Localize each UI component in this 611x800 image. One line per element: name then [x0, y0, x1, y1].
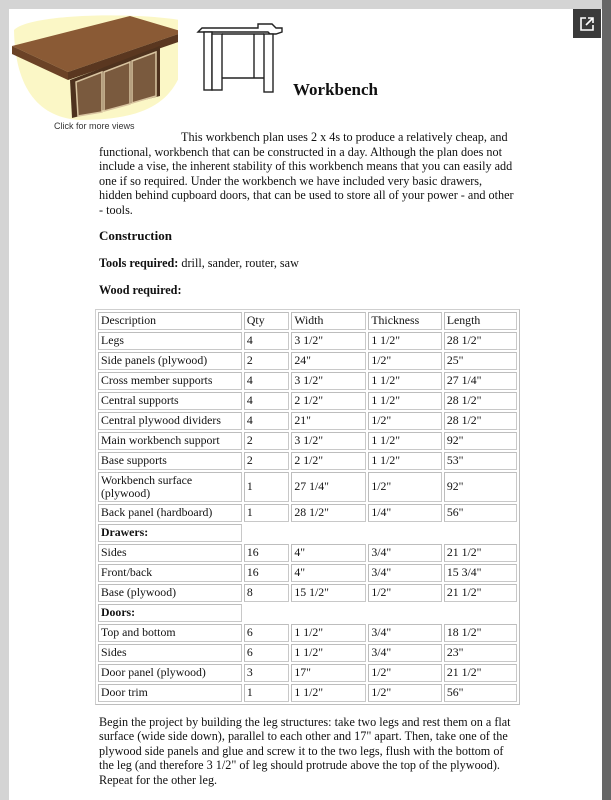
cell-qty: 2 — [244, 432, 289, 450]
cell-width: 1 1/2" — [291, 624, 366, 642]
cell-length: 21 1/2" — [444, 544, 517, 562]
cell-length: 92" — [444, 432, 517, 450]
section-filler — [244, 524, 517, 542]
cell-thickness: 1/2" — [368, 664, 442, 682]
tools-label: Tools required: — [99, 255, 179, 270]
cell-description: Base supports — [98, 452, 242, 470]
cell-thickness: 1/4" — [368, 504, 442, 522]
cell-length: 28 1/2" — [444, 392, 517, 410]
cell-width: 4" — [291, 544, 366, 562]
cell-length: 56" — [444, 504, 517, 522]
cell-length: 15 3/4" — [444, 564, 517, 582]
cell-width: 3 1/2" — [291, 372, 366, 390]
cell-width: 1 1/2" — [291, 644, 366, 662]
section-label-doors: Doors: — [98, 604, 242, 622]
cell-width: 3 1/2" — [291, 432, 366, 450]
intro-paragraph: This workbench plan uses 2 x 4s to produce a relatively cheap, and functional, workbench that can be constructed in a day. Although the plan does not include a vise, the inherent stability of this workbench means that you can easily add one if so required. Under the workbench we have included very basic drawers, hidden behind cupboard doors, that can be used to store all of your power - and other - tools. — [99, 130, 514, 217]
cell-description: Side panels (plywood) — [98, 352, 242, 370]
table-row — [98, 644, 517, 662]
cell-description: Front/back — [98, 564, 242, 582]
cell-length: 18 1/2" — [444, 624, 517, 642]
table-row — [98, 332, 517, 350]
cell-width: 28 1/2" — [291, 504, 366, 522]
cell-thickness: 1/2" — [368, 684, 442, 702]
table-row — [98, 564, 517, 582]
header-width: Width — [291, 312, 366, 330]
cell-description: Back panel (hardboard) — [98, 504, 242, 522]
cell-length: 25" — [444, 352, 517, 370]
table-row — [98, 352, 517, 370]
header-qty: Qty — [244, 312, 289, 330]
table-row — [98, 544, 517, 562]
cell-description: Sides — [98, 544, 242, 562]
cell-width: 2 1/2" — [291, 452, 366, 470]
photo-caption[interactable]: Click for more views — [54, 121, 135, 131]
table-row — [98, 664, 517, 682]
table-header-row — [98, 312, 517, 330]
cell-length: 28 1/2" — [444, 412, 517, 430]
section-row-drawers — [98, 524, 517, 542]
cell-description: Main workbench support — [98, 432, 242, 450]
header-description: Description — [98, 312, 242, 330]
table-row — [98, 684, 517, 702]
cell-thickness: 1 1/2" — [368, 332, 442, 350]
section-filler — [244, 604, 517, 622]
workbench-photo[interactable] — [10, 10, 178, 120]
cell-qty: 4 — [244, 412, 289, 430]
cell-qty: 2 — [244, 352, 289, 370]
tools-required — [99, 256, 520, 271]
open-in-new-window-icon — [579, 16, 595, 32]
cell-description: Legs — [98, 332, 242, 350]
popout-button[interactable] — [573, 9, 601, 38]
workbench-diagram — [196, 22, 286, 94]
cell-description: Door trim — [98, 684, 242, 702]
cell-width: 17" — [291, 664, 366, 682]
cell-description: Cross member supports — [98, 372, 242, 390]
cell-qty: 4 — [244, 372, 289, 390]
instructions-paragraph: Begin the project by building the leg structures: take two legs and rest them on a flat surface (wide side down), parallel to each other and 17" apart. Then, take one of the plywood side panels and glue and screw it to the two legs, flush with the bottom of the leg (and therefore 3 1/2" of leg should protrude above the top of the plywood). Repeat for the other leg. — [99, 714, 511, 787]
construction-heading: Construction — [99, 227, 172, 243]
cell-description: Sides — [98, 644, 242, 662]
wood-required-heading: Wood required: — [99, 282, 182, 297]
cell-thickness: 3/4" — [368, 624, 442, 642]
cell-qty: 3 — [244, 664, 289, 682]
cell-thickness: 3/4" — [368, 564, 442, 582]
cell-description: Workbench surface (plywood) — [98, 472, 242, 502]
table-row — [98, 392, 517, 410]
cell-qty: 4 — [244, 392, 289, 410]
cell-description: Door panel (plywood) — [98, 664, 242, 682]
cell-description: Top and bottom — [98, 624, 242, 642]
table-row — [98, 432, 517, 450]
section-row-doors — [98, 604, 517, 622]
cell-thickness: 1/2" — [368, 412, 442, 430]
cell-qty: 16 — [244, 564, 289, 582]
cell-width: 1 1/2" — [291, 684, 366, 702]
cell-width: 21" — [291, 412, 366, 430]
table-row — [98, 584, 517, 602]
cell-qty: 6 — [244, 624, 289, 642]
cell-width: 24" — [291, 352, 366, 370]
table-row — [98, 504, 517, 522]
cell-qty: 4 — [244, 332, 289, 350]
page-title: Workbench — [293, 80, 379, 99]
cell-thickness: 1 1/2" — [368, 432, 442, 450]
cell-thickness: 1 1/2" — [368, 392, 442, 410]
cell-length: 53" — [444, 452, 517, 470]
header-thickness: Thickness — [368, 312, 442, 330]
cell-width: 4" — [291, 564, 366, 582]
wood-table — [95, 309, 520, 705]
header-length: Length — [444, 312, 517, 330]
main-content — [95, 130, 520, 788]
cell-qty: 2 — [244, 452, 289, 470]
cell-qty: 1 — [244, 504, 289, 522]
cell-description: Central supports — [98, 392, 242, 410]
cell-length: 92" — [444, 472, 517, 502]
cell-qty: 8 — [244, 584, 289, 602]
cell-length: 27 1/4" — [444, 372, 517, 390]
cell-description: Central plywood dividers — [98, 412, 242, 430]
scrollbar[interactable] — [602, 0, 611, 800]
cell-description: Base (plywood) — [98, 584, 242, 602]
table-row — [98, 412, 517, 430]
table-row — [98, 452, 517, 470]
cell-thickness: 3/4" — [368, 544, 442, 562]
cell-length: 21 1/2" — [444, 584, 517, 602]
cell-thickness: 1 1/2" — [368, 452, 442, 470]
cell-thickness: 1 1/2" — [368, 372, 442, 390]
tools-value: drill, sander, router, saw — [178, 255, 299, 270]
cell-width: 2 1/2" — [291, 392, 366, 410]
cell-thickness: 1/2" — [368, 584, 442, 602]
cell-thickness: 1/2" — [368, 472, 442, 502]
cell-length: 23" — [444, 644, 517, 662]
cell-qty: 1 — [244, 684, 289, 702]
cell-length: 28 1/2" — [444, 332, 517, 350]
table-row — [98, 472, 517, 502]
table-row — [98, 624, 517, 642]
cell-length: 21 1/2" — [444, 664, 517, 682]
cell-qty: 1 — [244, 472, 289, 502]
section-label-drawers: Drawers: — [98, 524, 242, 542]
cell-width: 27 1/4" — [291, 472, 366, 502]
table-row — [98, 372, 517, 390]
cell-width: 3 1/2" — [291, 332, 366, 350]
cell-thickness: 3/4" — [368, 644, 442, 662]
cell-thickness: 1/2" — [368, 352, 442, 370]
cell-qty: 16 — [244, 544, 289, 562]
cell-length: 56" — [444, 684, 517, 702]
cell-width: 15 1/2" — [291, 584, 366, 602]
cell-qty: 6 — [244, 644, 289, 662]
